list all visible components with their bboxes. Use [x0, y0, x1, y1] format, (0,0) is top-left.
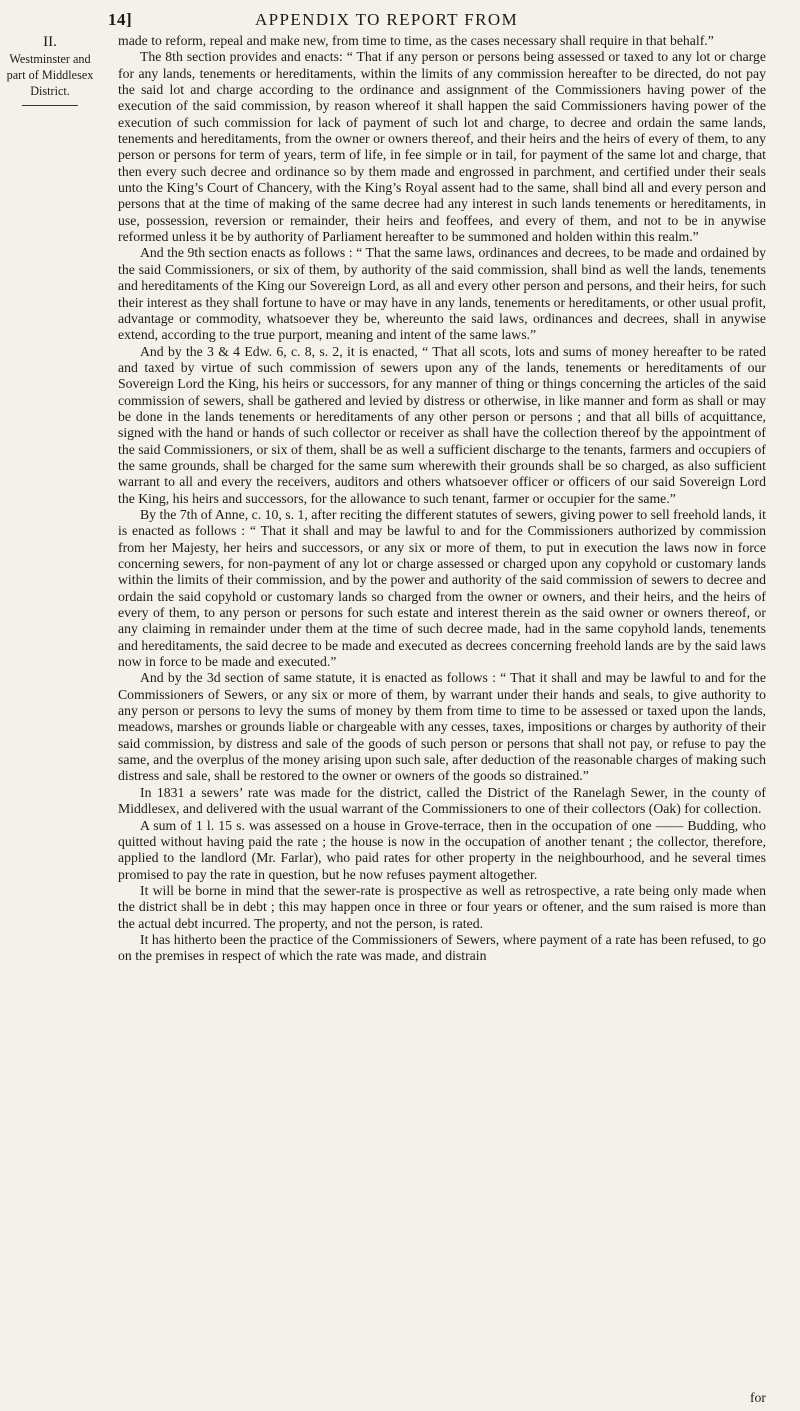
district-line: part of Middlesex [6, 68, 94, 82]
paragraph: By the 7th of Anne, c. 10, s. 1, after reciting the different statutes of sewers, giving power to sell freehold lands, it is enacted as follows : “ That it shall and may be lawful to and for the Commissioners authorized by commission from her Majesty, her heirs and successors, or any six or more of them, to put in execution the laws now in force concerning sewers, for non-payment of any lot or charge assessed or charged upon any copyhold or customary lands within the limits of their commission, and by the power and authority of the said commission of sewers to decree and ordain the said copyhold or customary lands so charged from the owner or owners, and their heirs, and the heirs of every of them, to any person or persons for such estate and interest therein as the said owner or owners thereof, or any claiming in remainder under them at the time of such decree made, had in the same copyhold lands, tenements and hereditaments, the said decree to be made and executed as decrees concerning freehold lands are by the said laws now in force to be made and executed.” [118, 506, 766, 670]
paragraph: In 1831 a sewers’ rate was made for the district, called the District of the Ranelagh Sewer, in the county of Middlesex, and delivered with the usual warrant of the Commissioners to one of their collectors (Oak) for collection. [118, 784, 766, 817]
paragraph: And the 9th section enacts as follows : “ That the same laws, ordinances and decrees, to be made and ordained by the said Commissioners, or six of them, by authority of the said commission, shall bind as well the lands, tenements and hereditaments of the King our Sovereign Lord, as all and every other person and persons, and their heirs, for such their interest as they shall fortune to have or may have in any lands, tenements or hereditaments, or other usual profit, advantage or commodity, whatsoever they be, whereunto the said laws, ordinances and decrees, shall in anywise extend, according to the true purport, meaning and intent of the same laws.” [118, 245, 766, 343]
paragraph: made to reform, repeal and make new, from time to time, as the cases necessary shall require in that behalf.” [118, 33, 714, 48]
catchword: for [749, 1390, 766, 1405]
paragraph: And by the 3 & 4 Edw. 6, c. 8, s. 2, it is enacted, “ That all scots, lots and sums of money hereafter to be rated and taxed by virtue of such commission of sewers upon any of the lands, tenements or hereditaments of our Sovereign Lord the King, his heirs or successors, for any manner of thing or things concerning the articles of the said commission of sewers, shall be gathered and levied by distress or otherwise, in like manner and form as shall or may be done in the lands tenements or hereditaments of any other person or persons ; and that all bills of acquittance, signed with the hand or hands of such collector or receiver as shall have the collection thereof by the appointment of the said Commissioners, or six of them, shall be as well a sufficient discharge to the tenants, farmers and occupiers of the same grounds, shall be charged for the same sum wherewith their grounds shall be so charged, as also sufficient warrant to all and every the receivers, auditors and others whatsoever officer or officers of our said Sovereign Lord the King, his heirs and successors, for the allowance to such tenant, farmer or occupier for the same.” [118, 343, 766, 506]
running-head: APPENDIX TO REPORT FROM [255, 10, 519, 29]
district-line: District. [30, 84, 70, 98]
margin-note [0, 34, 100, 106]
paragraph: A sum of 1 l. 15 s. was assessed on a house in Grove-terrace, then in the occupation of one —— Budding, who quitted without having paid the rate ; the house is now in the occupation of another tenant ; the collector, therefore, applied to the landlord (Mr. Farlar), who paid rates for other property in the neighbourhood, and he several times promised to pay the rate in question, but he now refuses payment altogether. [118, 817, 766, 882]
paragraph: It has hitherto been the practice of the Commissioners of Sewers, where payment of a rate has been refused, to go on the premises in respect of which the rate was made, and distrain [118, 931, 766, 964]
paragraph: And by the 3d section of same statute, it is enacted as follows : “ That it shall and may be lawful to and for the Commissioners of Sewers, or any six or more of them, by warrant under their hands and seals, to give authority to any person or persons to levy the sums of money by them from time to time to be assessed or taxed upon the lands, meadows, marshes or grounds liable or chargeable with any cesses, taxes, impositions or charges by authority of their said commission, by distress and sale of the goods of such person or persons that shall not pay, or refuse to pay the same, and the overplus of the money arising upon such sale, after deduction of the reasonable charges of making such distress and sale, shall be restored to the owner or owners of the goods so distrained.” [118, 670, 766, 784]
paragraph: The 8th section provides and enacts: “ That if any person or persons being assessed or taxed to any lot or charge for any lands, tenements or hereditaments, within the limits of any commission hereafter to be directed, do not pay the said lot and charge according to the ordinance and assignment of the Commissioners having power of the execution of the said commission, by reason whereof it shall happen the said Commissioners having power of the execution of such commission for lack of payment of such lot and charge, to decree and ordain the same lands, tenements and hereditaments, from the owner or owners thereof, and their heirs and the heirs of every of them, to any person or persons for term of years, term of life, in fee simple or in tail, for payment of the same lot and charge, that then every such decree and ordinance so by them made and engrossed in parchment, and certified under their seals unto the King’s Court of Chancery, with the King’s Royal assent had to the same, shall bind all and every person and persons that at the time of making of the same decree had any interest in such lands tenements or hereditaments, in use, possession, reversion or remainder, their heirs and feoffees, and every of them, and not to be in anywise reformed unless it be by authority of Parliament hereafter to be summoned and holden within this realm.” [118, 49, 766, 245]
body-text [118, 33, 766, 965]
district-line: Westminster and [9, 52, 91, 66]
divider [22, 105, 78, 106]
paragraph: It will be borne in mind that the sewer-rate is prospective as well as retrospective, a rate being only made when the district shall be in debt ; this may happen once in three or four years or oftener, and the sum raised is more than the actual debt incurred. The property, and not the person, is rated. [118, 882, 766, 931]
section-numeral: II. [43, 34, 57, 50]
page-number: 14] [108, 10, 133, 29]
